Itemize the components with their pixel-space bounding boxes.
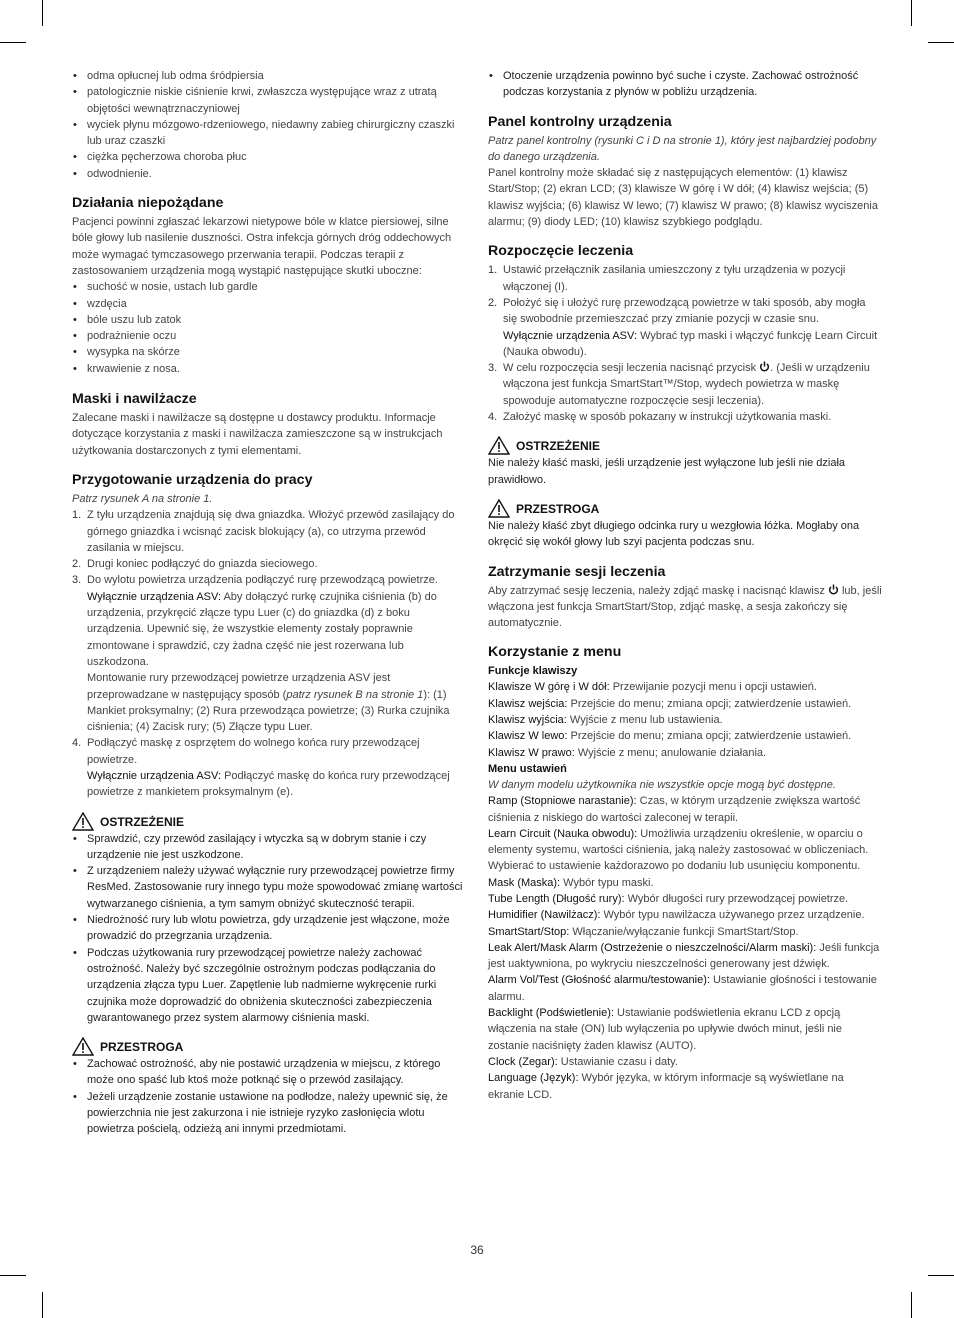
list-item: • Zachować ostrożność, aby nie postawić urządzenia w miejscu, z którego może ono spaść lub ktoś może potknąć się o przewód zasilający. — [72, 1056, 464, 1089]
start-steps — [488, 262, 882, 425]
caution-triangle-icon — [488, 499, 510, 518]
step-item — [488, 360, 882, 409]
key-label: Klawisz W lewo: — [488, 730, 568, 743]
setting-label: Learn Circuit (Nauka obwodu): — [488, 827, 638, 840]
left-column — [72, 68, 464, 1138]
power-icon — [759, 361, 770, 372]
contraindications-list — [72, 68, 464, 182]
warning-box — [488, 436, 882, 488]
setting-entry — [488, 1005, 882, 1054]
section-title-setup: Przygotowanie urządzenia do pracy — [72, 471, 313, 488]
warning-title: OSTRZEŻENIE — [516, 439, 601, 454]
key-label: Klawisz wejścia: — [488, 697, 568, 710]
adverse-text: Pacjenci powinni zgłaszać lekarzowi nietypowe bóle w klatce piersiowej, silne bóle głowy lub nasilenie duszności. Ostra infekcja górnych dróg oddechowych może wymagać tymczasowego przerwania terapii. Podczas terapii z zastosowaniem urządzenia mogą wystąpić następujące skutki uboczne: — [72, 216, 452, 277]
setting-text: Wybór długości rury przewodzącej powietrze. — [624, 892, 849, 905]
setting-label: Leak Alert/Mask Alarm (Ostrzeżenie o nieszczelności/Alarm maski): — [488, 941, 817, 954]
right-column — [488, 68, 882, 1103]
keys-subtitle: Funkcje klawiszy — [488, 665, 578, 678]
setup-steps — [72, 507, 464, 800]
step-item — [72, 556, 464, 572]
warning-header — [72, 812, 464, 831]
step-text: Z tyłu urządzenia znajdują się dwa gniazdka. Włożyć przewód zasilający do górnego gniazdka i wcisnąć zacisk blokujący (a), co utrzyma przewód zasilania w miejscu. — [87, 509, 455, 554]
asv-label: Wyłącznie urządzenia ASV: — [87, 590, 222, 603]
crop-mark — [928, 1275, 954, 1276]
stop-text-end: lub, jeśli włączona jest funkcja SmartStart/Stop, zdjąć maskę, a sesja zakończy się automatycznie. — [488, 584, 882, 630]
warning-header — [488, 436, 882, 455]
setting-label: Clock (Zegar): — [488, 1055, 558, 1068]
asv-extra-parts: ): (1) Mankiet proksymalny; (2) Rura przewodząca powietrze; (3) Rurka czujnika ciśnienia; (4) Zacisk rury; (5) Złącze typu Luer. — [87, 688, 450, 734]
setting-entry — [488, 826, 882, 875]
crop-mark — [911, 0, 912, 26]
setting-text: Wybór typu maski. — [560, 876, 654, 889]
setting-label: Language (Język): — [488, 1072, 579, 1085]
caution-list — [72, 1056, 464, 1137]
crop-mark — [42, 1292, 43, 1318]
key-label: Klawisz wyjścia: — [488, 714, 567, 727]
setting-label: Alarm Vol/Test (Głośność alarmu/testowanie): — [488, 974, 710, 987]
step-item — [488, 295, 882, 360]
setting-text: Jeśli funkcja jest uaktywniona, po wykryciu nieszczelności generowany jest dźwięk. — [488, 941, 880, 971]
crop-mark — [0, 42, 26, 43]
setting-label: Tube Length (Długość rury): — [488, 892, 625, 905]
list-item: • ciężka pęcherzowa choroba płuc — [72, 149, 464, 165]
list-item: • podrażnienie oczu — [72, 328, 464, 344]
list-item: • wzdęcia — [72, 296, 464, 312]
step-text: Założyć maskę w sposób pokazany w instrukcji użytkowania maski. — [503, 411, 832, 424]
caution-box — [488, 499, 882, 551]
key-label: Klawisze W górę i W dół: — [488, 681, 610, 694]
list-item: • Z urządzeniem należy używać wyłącznie rury przewodzącej powietrze firmy ResMed. Zastosowanie rury innego typu może spowodować zmianę wartości wytwarzanego ciśnienia, a tym samym obniżyć skuteczność terapii. — [72, 863, 464, 912]
panel-ref: Patrz panel kontrolny (rysunki C i D na stronie 1), który jest najbardziej podobny do danego urządzenia. — [488, 134, 877, 163]
warning-triangle-icon — [488, 436, 510, 455]
setting-text: Czas, w którym urządzenie zwiększa wartość ciśnienia z niskiego do wartości zaleconej w terapii. — [488, 795, 861, 824]
key-text: Przejście do menu; zmiana opcji; zatwierdzenie ustawień. — [567, 730, 852, 743]
section-title-menu: Korzystanie z menu — [488, 644, 622, 661]
caution-header — [488, 499, 882, 518]
list-item: • Otoczenie urządzenia powinno być suche i czyste. Zachować ostrożność podczas korzystania z płynów w pobliżu urządzenia. — [488, 68, 882, 101]
warning-title: OSTRZEŻENIE — [100, 814, 185, 829]
setting-label: Humidifier (Nawilżacz): — [488, 909, 601, 922]
setting-text: Umożliwia urządzeniu określenie, w oparciu o elementy systemu, wartości ciśnienia, jaką należy zastosować w obliczeniach. Wybierać to ustawienie każdorazowo po dodaniu lub usunięciu komponentu. — [488, 827, 869, 873]
caution-box — [72, 1037, 464, 1137]
key-entry — [488, 728, 882, 744]
section-title-start: Rozpoczęcie leczenia — [488, 243, 634, 260]
setting-entry — [488, 940, 882, 973]
step-item — [72, 735, 464, 800]
crop-mark — [911, 1292, 912, 1318]
step-item — [72, 572, 464, 735]
setting-text: Wybór typu nawilżacza używanego przez urządzenie. — [600, 909, 865, 922]
key-entry — [488, 679, 882, 695]
masks-text: Zalecane maski i nawilżacze są dostępne u dostawcy produktu. Informacje dotyczące korzystania z maski i nawilżacza zamieszczone są w instrukcjach użytkowania dostarczonych z tymi elementami. — [72, 412, 443, 457]
key-text: Wyjście z menu lub ustawienia. — [566, 714, 723, 727]
step-number: 3. — [72, 574, 82, 587]
setting-label: Backlight (Podświetlenie): — [488, 1007, 614, 1020]
step-number: 1. — [72, 509, 82, 522]
asv-text: Wybrać typ maski i włączyć funkcję Learn Circuit (Nauka obwodu). — [503, 329, 878, 358]
step-text-end: . (Jeśli w urządzeniu włączona jest funkcja SmartStart™/Stop, wydech powietrza w maskę spowoduje automatyczne rozpoczęcie sesji leczenia). — [503, 362, 870, 407]
step-text: Drugi koniec podłączyć do gniazda sieciowego. — [87, 558, 318, 571]
caution-title: PRZESTROGA — [516, 501, 600, 516]
setting-entry — [488, 1054, 882, 1070]
list-item: • suchość w nosie, ustach lub gardle — [72, 279, 464, 295]
settings-subtitle: Menu ustawień — [488, 762, 567, 775]
section-title-masks: Maski i nawilżacze — [72, 391, 197, 408]
asv-extra-ref: patrz rysunek B na stronie 1 — [286, 688, 424, 701]
setting-entry — [488, 972, 882, 1005]
step-item — [488, 409, 882, 425]
list-item: • Podczas użytkowania rury przewodzącej powietrze należy zachować ostrożność. Należy być szczególnie ostrożnym podczas podłączania do urządzenia złącza typu Luer. Zapętlenie lub nadmierne wykręcenie rurki czujnika może doprowadzić do obniżenia skuteczności zabezpieczenia gwarantowanego przez system alarmowy ciśnienia maski. — [72, 945, 464, 1026]
key-label: Klawisz W prawo: — [488, 746, 575, 759]
list-item: • wyciek płynu mózgowo-rdzeniowego, niedawny zabieg chirurgiczny czaszki lub uraz czaszki — [72, 117, 464, 150]
step-number: 2. — [488, 296, 498, 309]
section-title-adverse: Działania niepożądane — [72, 195, 224, 212]
step-item — [72, 507, 464, 556]
crop-mark — [0, 1275, 26, 1276]
stop-text — [488, 583, 882, 632]
setting-entry — [488, 793, 882, 826]
step-number: 4. — [72, 737, 82, 750]
asv-text: Podłączyć maskę do końca rury przewodzącej powietrze z mankietem proksymalnym (e). — [87, 769, 450, 799]
warning-list — [72, 831, 464, 1027]
step-number: 3. — [488, 362, 498, 375]
step-item — [488, 262, 882, 295]
step-number: 2. — [72, 558, 82, 571]
asv-text: Aby dołączyć rurkę czujnika ciśnienia (b) do urządzenia, przykręcić złącze typu Luer (c) do gniazdka (d) z boku urządzenia. Upewnić się, że wszystkie elementy zostały poprawnie zmontowane i sprawdzić, czy żadna część nie jest rozerwana lub uszkodzona. — [87, 590, 437, 668]
setting-entry — [488, 891, 882, 907]
key-entry — [488, 712, 882, 728]
section-title-stop: Zatrzymanie sesji leczenia — [488, 563, 666, 580]
setting-label: SmartStart/Stop: — [488, 925, 570, 938]
step-text: Ustawić przełącznik zasilania umieszczony z tyłu urządzenia w pozycji włączonej (I). — [503, 264, 846, 293]
warning-text: Nie należy kłaść maski, jeśli urządzenie jest wyłączone lub jeśli nie działa prawidłowo. — [488, 457, 846, 486]
setting-text: Ustawianie podświetlenia ekranu LCD z opcją włączenia na stałe (ON) lub wyłączenia po upływie dwóch minut, jeśli nie zostanie naciśnięty żaden klawisz (AUTO). — [488, 1007, 842, 1052]
environment-list — [488, 68, 882, 101]
setup-ref: Patrz rysunek A na stronie 1. — [72, 492, 213, 505]
list-item: • Niedrożność rury lub wlotu powietrza, gdy urządzenie jest włączone, może prowadzić do przegrzania urządzenia. — [72, 912, 464, 945]
list-item: • wysypka na skórze — [72, 344, 464, 360]
setting-text: Ustawianie głośności i testowanie alarmu. — [488, 974, 877, 1003]
crop-mark — [42, 0, 43, 26]
list-item: • Sprawdzić, czy przewód zasilający i wtyczka są w dobrym stanie i czy urządzenie nie jest uszkodzone. — [72, 831, 464, 864]
key-text: Wyjście z menu; anulowanie działania. — [574, 746, 767, 759]
section-title-panel: Panel kontrolny urządzenia — [488, 113, 672, 130]
step-text: W celu rozpoczęcia sesji leczenia nacisnąć przycisk — [503, 362, 760, 375]
key-entry — [488, 745, 882, 761]
list-item: • patologicznie niskie ciśnienie krwi, zwłaszcza występujące wraz z utratą objętości wewnątrznaczyniowej — [72, 84, 464, 117]
list-item: • krwawienie z nosa. — [72, 361, 464, 377]
step-text: Położyć się i ułożyć rurę przewodzącą powietrze w taki sposób, aby mogła się swobodnie przemieszczać przy zmianie pozycji w czasie snu. — [503, 296, 866, 326]
key-text: Przewijanie pozycji menu i opcji ustawień. — [609, 681, 817, 694]
caution-header — [72, 1037, 464, 1056]
step-text: Podłączyć maskę z osprzętem do wolnego końca rury przewodzącej powietrze. — [87, 737, 420, 766]
setting-entry — [488, 907, 882, 923]
list-item: • odma opłucnej lub odma śródpiersia — [72, 68, 464, 84]
adverse-list — [72, 279, 464, 377]
setting-entry — [488, 875, 882, 891]
caution-text: Nie należy kłaść zbyt długiego odcinka rury u wezgłowia łóżka. Mogłaby ona okręcić się wokół głowy lub szyi pacjenta podczas snu. — [488, 519, 860, 549]
caution-triangle-icon — [72, 1037, 94, 1056]
setting-entry — [488, 924, 882, 940]
step-text: Do wylotu powietrza urządzenia podłączyć rurę przewodzącą powietrze. — [87, 574, 438, 587]
asv-label: Wyłącznie urządzenia ASV: — [503, 329, 638, 342]
step-number: 1. — [488, 264, 498, 277]
power-icon — [828, 584, 839, 595]
asv-extra-text: Montowanie rury przewodzącej powietrze urządzenia ASV jest przeprowadzane w następujący sposób ( — [87, 672, 391, 701]
setting-entry — [488, 1070, 882, 1103]
settings-note: W danym modelu użytkownika nie wszystkie opcje mogą być dostępne. — [488, 778, 836, 791]
key-text: Przejście do menu; zmiana opcji; zatwierdzenie ustawień. — [567, 697, 852, 710]
caution-title: PRZESTROGA — [100, 1040, 184, 1055]
setting-text: Wybór języka, w którym informacje są wyświetlane na ekranie LCD. — [488, 1072, 844, 1101]
page-number: 36 — [470, 1243, 484, 1257]
setting-text: Włączanie/wyłączanie funkcji SmartStart/Stop. — [569, 925, 799, 938]
key-entry — [488, 696, 882, 712]
list-item: • Jeżeli urządzenie zostanie ustawione na podłodze, należy upewnić się, że powierzchnia nie jest zakurzona i nie istnieje ryzyko zasłonięcia wlotu powietrza pościelą, odzieżą ani innymi przedmiotami. — [72, 1089, 464, 1138]
setting-text: Ustawianie czasu i daty. — [557, 1055, 678, 1068]
list-item: • bóle uszu lub zatok — [72, 312, 464, 328]
asv-label: Wyłącznie urządzenia ASV: — [87, 769, 222, 782]
warning-box — [72, 812, 464, 1027]
stop-text-start: Aby zatrzymać sesję leczenia, należy zdjąć maskę i nacisnąć klawisz — [488, 584, 828, 597]
setting-label: Ramp (Stopniowe narastanie): — [488, 795, 637, 808]
list-item: • odwodnienie. — [72, 166, 464, 182]
step-number: 4. — [488, 411, 498, 424]
crop-mark — [928, 42, 954, 43]
warning-triangle-icon — [72, 812, 94, 831]
panel-text: Panel kontrolny może składać się z następujących elementów: (1) klawisz Start/Stop; (2) ekran LCD; (3) klawisze W górę i W dół; (4) klawisz wejścia; (5) klawisz wyjścia; (6) klawisz W lewo; (7) klawisz W prawo; (8) klawisz wyciszenia alarmu; (9) diody LED; (10) klawisz szybkiego podglądu. — [488, 167, 878, 229]
setting-label: Mask (Maska): — [488, 876, 561, 889]
